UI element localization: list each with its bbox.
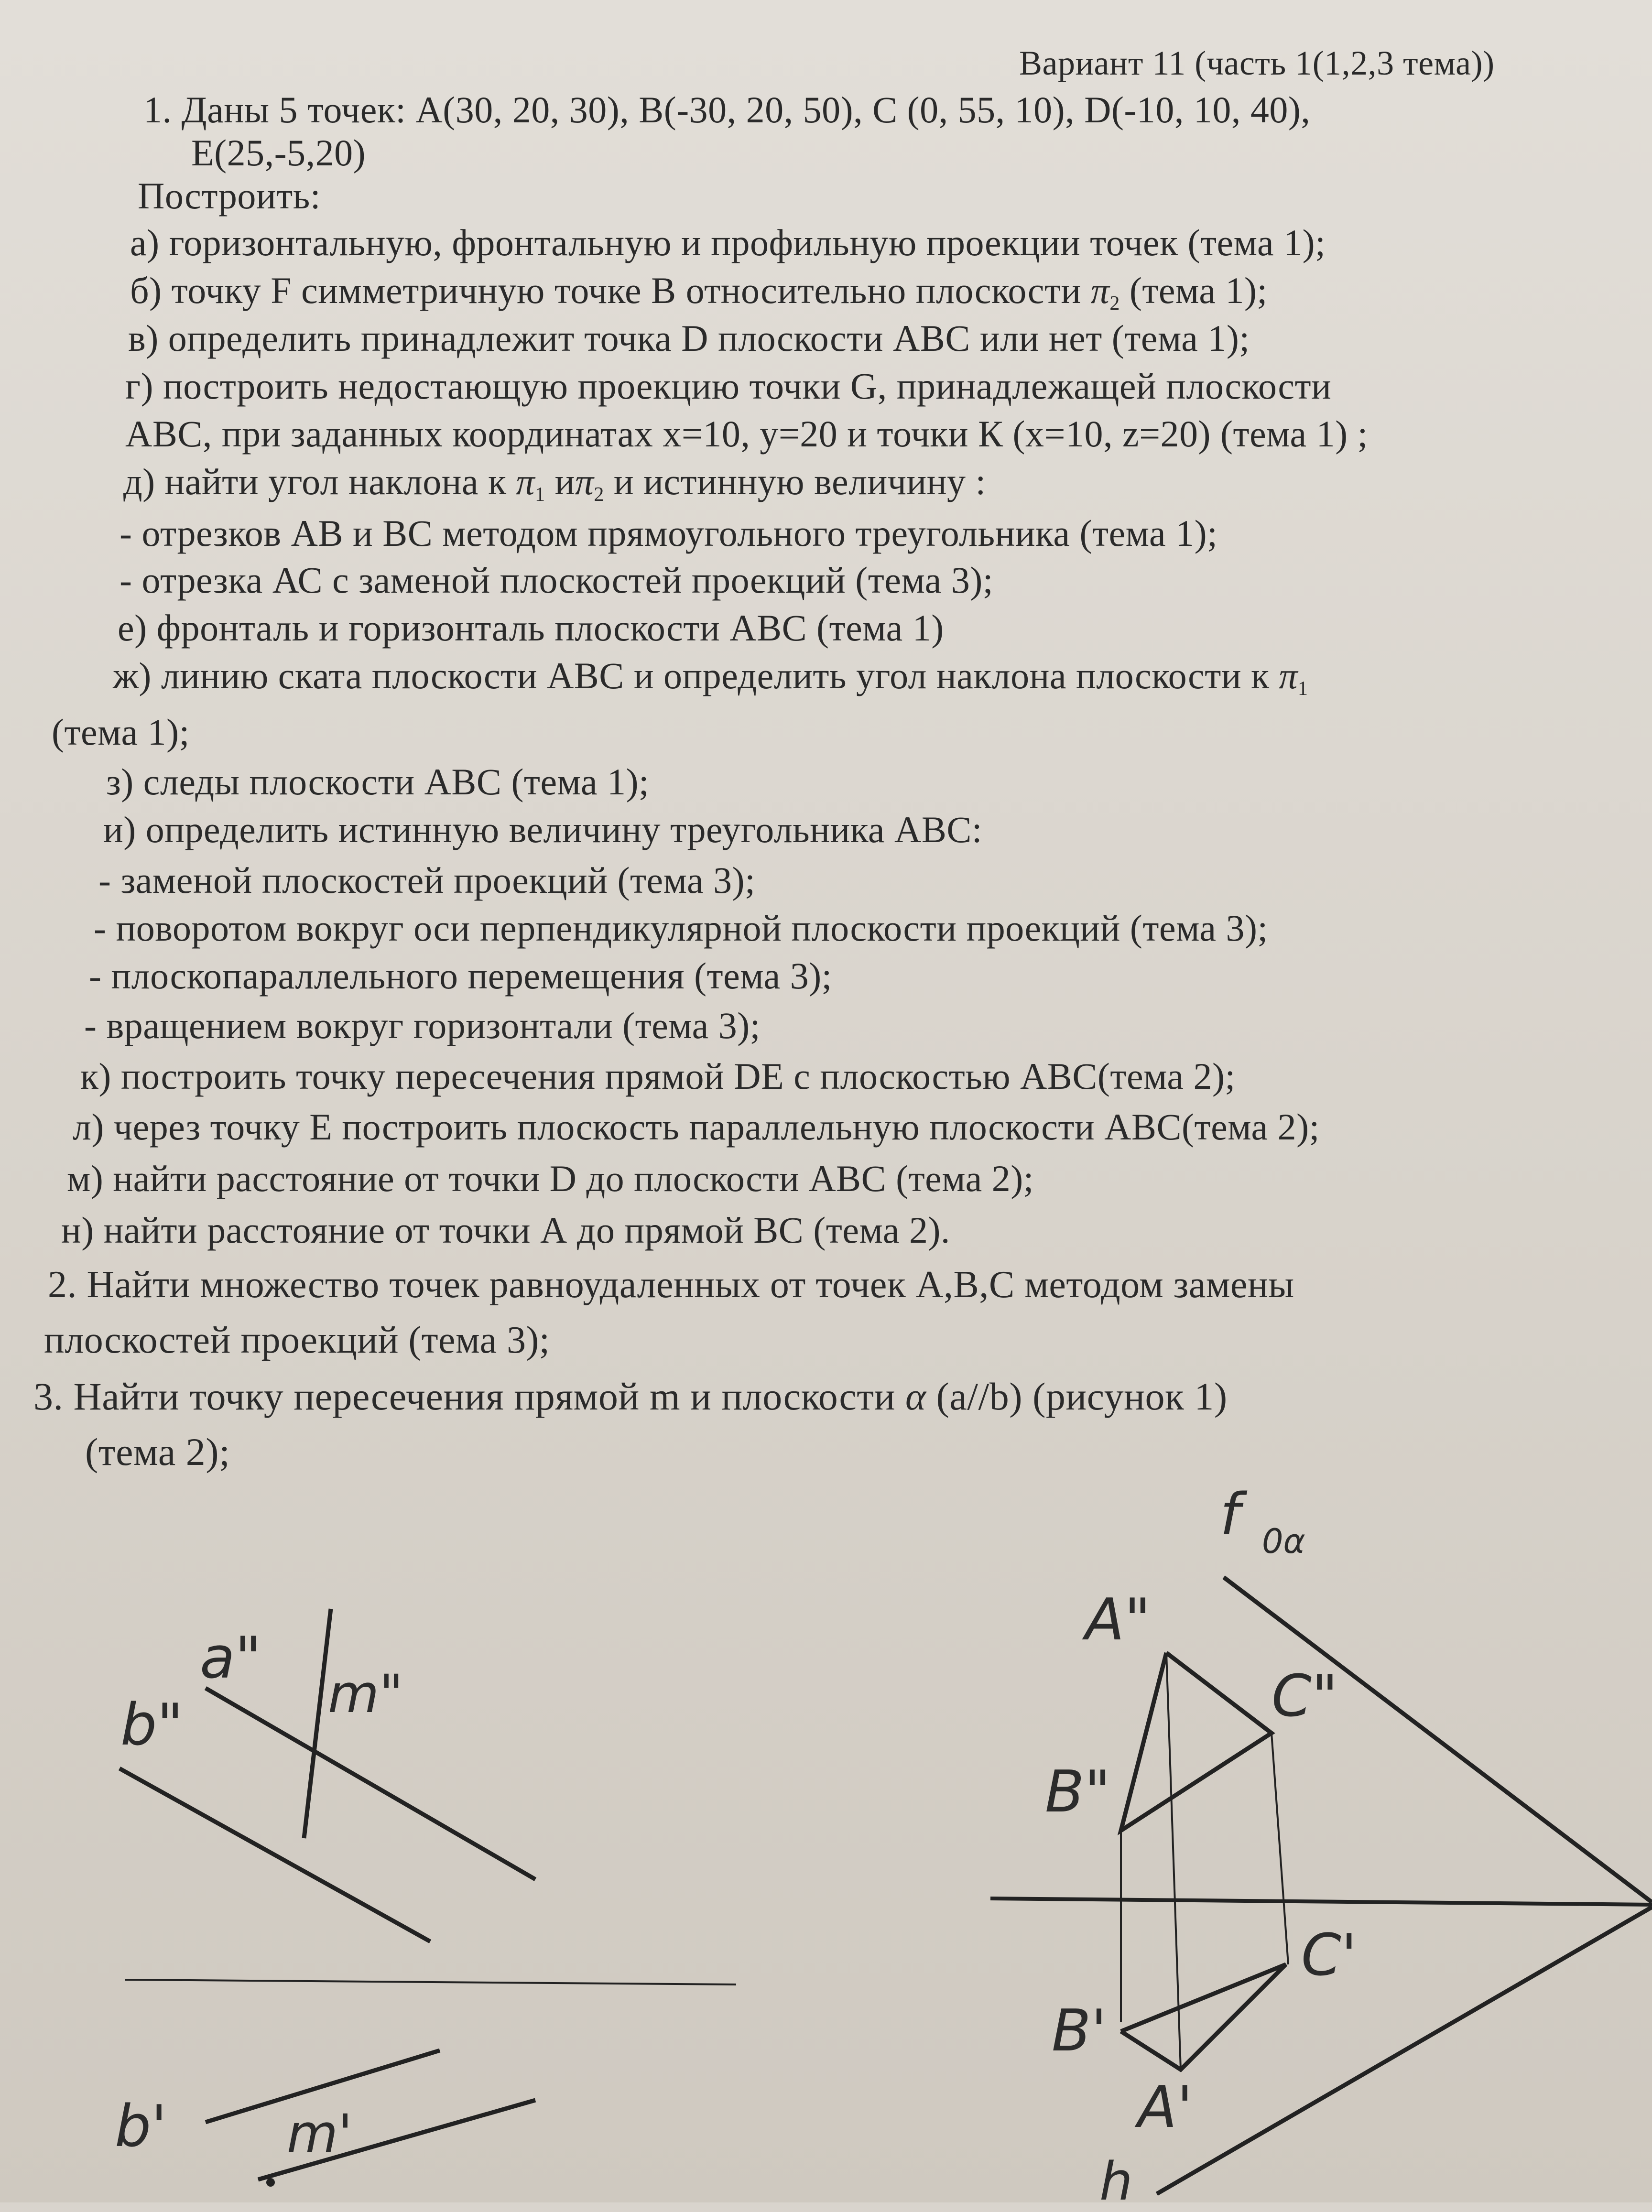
pi-subscript: 2	[594, 484, 604, 506]
task1-item-zh-text: ж) линию ската плоскости АВС и определить угол наклона плоскости к	[113, 655, 1270, 696]
label-b1: b'	[115, 2093, 167, 2160]
pi-symbol: π	[1279, 655, 1298, 696]
task1-item-zh-line2: (тема 1);	[52, 711, 190, 753]
task1-item-i-sub4: - вращением вокруг горизонтали (тема 3);	[84, 1005, 761, 1046]
label-b2: b"	[120, 1692, 184, 1758]
task1-item-l: л) через точку Е построить плоскость параллельную плоскости АВС(тема 2);	[73, 1106, 1320, 1148]
label-f: f	[1220, 1482, 1240, 1548]
pi-symbol: π	[575, 461, 594, 502]
task1-item-i: и) определить истинную величину треугольника АВС:	[103, 809, 983, 850]
trace-f	[1224, 1577, 1652, 1902]
task1-item-a: а) горизонтальную, фронтальную и профильную проекции точек (тема 1);	[130, 222, 1326, 263]
pi-subscript: 1	[1298, 678, 1308, 700]
task1-item-k: к) построить точку пересечения прямой DE с плоскостью АВС(тема 2);	[80, 1055, 1236, 1097]
point-m1	[266, 2178, 275, 2187]
label-A2: A"	[1085, 1587, 1151, 1653]
triangle-top	[1121, 1964, 1286, 2070]
task1-item-d-text: д) найти угол наклона к	[123, 461, 507, 502]
alpha-symbol: α	[905, 1375, 926, 1418]
task3-line2: (тема 2);	[85, 1430, 230, 1474]
task1-item-v: в) определить принадлежит точка D плоскости АВС или нет (тема 1);	[128, 317, 1250, 359]
task1-line2: Е(25,-5,20)	[191, 132, 366, 173]
task2-line2: плоскостей проекций (тема 3);	[44, 1319, 550, 1361]
label-B1: B'	[1052, 1998, 1107, 2064]
task1-item-d-tail: и истинную величину :	[613, 461, 986, 502]
task1-item-i-sub2: - поворотом вокруг оси перпендикулярной плоскости проекций (тема 3);	[94, 907, 1268, 949]
task1-item-n: н) найти расстояние от точки А до прямой ВС (тема 2).	[61, 1209, 950, 1251]
task1-item-d-sub2: - отрезка АС с заменой плоскостей проекций (тема 3);	[120, 559, 994, 601]
task1-item-i-sub1: - заменой плоскостей проекций (тема 3);	[98, 859, 756, 901]
task1-item-d-and: и	[554, 461, 575, 502]
pi-symbol: π	[516, 461, 535, 502]
task1-item-g-line2: АВС, при заданных координатах x=10, y=20 и точки К (x=10, z=20) (тема 1) ;	[125, 413, 1368, 455]
task1-item-e: е) фронталь и горизонталь плоскости АВС (тема 1)	[118, 607, 944, 649]
task2-line1: 2. Найти множество точек равноудаленных от точек А,В,С методом замены	[48, 1264, 1294, 1306]
label-C1: C'	[1301, 1922, 1357, 1989]
label-A1: A'	[1138, 2074, 1193, 2141]
label-a2: a"	[200, 1625, 261, 1692]
label-B2: B"	[1045, 1759, 1111, 1825]
pi-symbol: π	[1090, 270, 1110, 311]
task1-item-i-sub3: - плоскопараллельного перемещения (тема 3);	[89, 955, 832, 997]
pi-subscript: 2	[1109, 293, 1120, 314]
label-m2: m"	[328, 1663, 403, 1724]
line-b2	[120, 1768, 430, 1941]
label-h: h	[1099, 2151, 1133, 2212]
task1-build: Построить:	[138, 175, 321, 217]
axis-x-left	[125, 1980, 736, 1984]
task3-tail: (a//b) (рисунок 1)	[936, 1375, 1228, 1418]
label-f-sub: 0α	[1262, 1522, 1305, 1561]
task1-item-g-line1: г) построить недостающую проекцию точки G, принадлежащей плоскости	[125, 365, 1332, 407]
label-m1: m'	[287, 2103, 353, 2164]
line-m2	[304, 1609, 331, 1838]
pi-subscript: 1	[535, 484, 545, 506]
axis-x-right	[990, 1898, 1652, 1905]
task1-item-b-text: б) точку F симметричную точке В относительно плоскости	[130, 270, 1081, 311]
task1-item-z: з) следы плоскости АВС (тема 1);	[106, 761, 650, 802]
task3-text: 3. Найти точку пересечения прямой m и плоскости	[33, 1375, 895, 1418]
task1-item-m: м) найти расстояние от точки D до плоскости АВС (тема 2);	[67, 1158, 1034, 1199]
triangle-front	[1121, 1653, 1272, 1831]
task1-item-b-tail: (тема 1);	[1129, 270, 1268, 311]
trace-h	[1157, 1907, 1652, 2194]
label-C2: C"	[1272, 1663, 1338, 1730]
task1-item-d-sub1: - отрезков АВ и ВС методом прямоугольного треугольника (тема 1);	[120, 512, 1218, 554]
link-C	[1272, 1733, 1288, 1964]
variant-header: Вариант 11 (часть 1(1,2,3 тема))	[1019, 44, 1495, 82]
task1-line1: 1. Даны 5 точек: А(30, 20, 30), В(-30, 20, 50), С (0, 55, 10), D(-10, 10, 40),	[143, 89, 1311, 130]
